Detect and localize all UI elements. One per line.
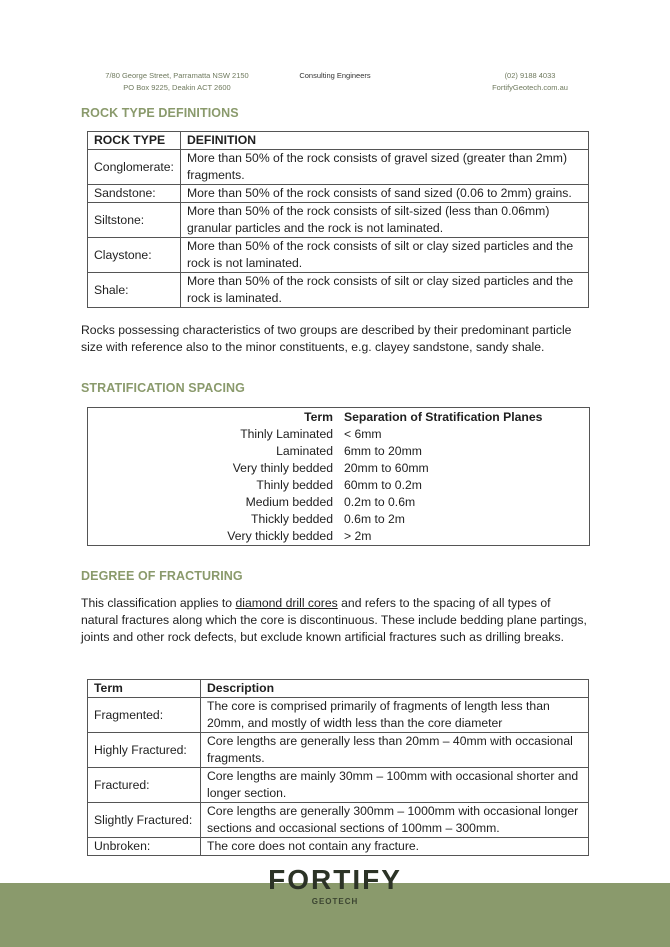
intro-text-start: This classification applies to <box>81 596 236 610</box>
table-row <box>88 698 589 733</box>
term-cell: Slightly Fractured: <box>88 803 201 838</box>
separation-cell: 0.2m to 0.6m <box>344 495 416 509</box>
rock-type-table <box>87 131 589 308</box>
table-row <box>88 443 589 460</box>
definition-cell: More than 50% of the rock consists of silt or clay sized particles and the rock is laminated. <box>181 273 589 308</box>
table-row <box>88 768 589 803</box>
separation-cell: 20mm to 60mm <box>344 461 429 475</box>
definition-cell: More than 50% of the rock consists of gravel sized (greater than 2mm) fragments. <box>181 150 589 185</box>
term-cell: Thickly bedded <box>251 512 333 526</box>
stratification-table-frame <box>87 407 590 546</box>
separation-cell: > 2m <box>344 529 372 543</box>
table-row <box>88 460 589 477</box>
rock-type-heading: ROCK TYPE DEFINITIONS <box>81 106 239 120</box>
table-row <box>88 733 589 768</box>
header-center-text: Consulting Engineers <box>299 71 371 80</box>
term-cell: Very thickly bedded <box>227 529 333 543</box>
table-row <box>88 477 589 494</box>
description-cell: The core is comprised primarily of fragments of length less than 20mm, and mostly of width less than the core diameter <box>201 698 589 733</box>
description-cell: Core lengths are mainly 30mm – 100mm with occasional shorter and longer section. <box>201 768 589 803</box>
column-header-rock-type: ROCK TYPE <box>88 132 181 150</box>
column-header-definition: DEFINITION <box>181 132 589 150</box>
separation-cell: 60mm to 0.2m <box>344 478 422 492</box>
column-header-term: Term <box>88 680 201 698</box>
table-row <box>88 238 589 273</box>
term-cell: Thinly Laminated <box>240 427 333 441</box>
definition-cell: More than 50% of the rock consists of sand sized (0.06 to 2mm) grains. <box>181 185 589 203</box>
fracturing-intro <box>81 595 591 647</box>
definition-cell: More than 50% of the rock consists of silt or clay sized particles and the rock is not laminated. <box>181 238 589 273</box>
intro-text-end: and refers to the spacing of all types of natural fractures along which the core is discontinuous. These include bedding plane partings, joints and other rock defects, but exclude known artificial fractures such as drilling breaks. <box>81 596 587 645</box>
stratification-table <box>88 409 589 545</box>
company-logo: FORTIFY <box>268 864 402 895</box>
address-block <box>98 70 256 93</box>
table-row <box>88 273 589 308</box>
company-logo-subtitle: GEOTECH <box>311 897 359 906</box>
table-row <box>88 185 589 203</box>
column-header-description: Description <box>201 680 589 698</box>
description-cell: Core lengths are generally less than 20mm – 40mm with occasional fragments. <box>201 733 589 768</box>
table-row <box>88 528 589 545</box>
website-link[interactable]: FortifyGeotech.com.au <box>492 82 568 92</box>
separation-cell: 0.6m to 2m <box>344 512 405 526</box>
separation-cell: 6mm to 20mm <box>344 444 422 458</box>
table-row <box>88 803 589 838</box>
table-row <box>88 426 589 443</box>
rock-type-cell: Siltstone: <box>88 203 181 238</box>
table-header-row <box>88 680 589 698</box>
table-row <box>88 838 589 856</box>
fracturing-table <box>87 679 589 856</box>
definition-cell: More than 50% of the rock consists of silt-sized (less than 0.06mm) granular particles and the rock is not laminated. <box>181 203 589 238</box>
table-row <box>88 203 589 238</box>
address-line-1: 7/80 George Street, Parramatta NSW 2150 <box>105 71 249 80</box>
stratification-heading: STRATIFICATION SPACING <box>81 381 245 395</box>
term-cell: Highly Fractured: <box>88 733 201 768</box>
term-cell: Fragmented: <box>88 698 201 733</box>
rock-type-cell: Shale: <box>88 273 181 308</box>
term-cell: Laminated <box>276 444 333 458</box>
table-row <box>88 511 589 528</box>
rock-type-cell: Sandstone: <box>88 185 181 203</box>
term-cell: Very thinly bedded <box>232 461 333 475</box>
column-header-term: Term <box>304 410 333 424</box>
description-cell: The core does not contain any fracture. <box>201 838 589 856</box>
term-cell: Medium bedded <box>245 495 333 509</box>
description-cell: Core lengths are generally 300mm – 1000mm with occasional longer sections and occasional sections of 100mm – 300mm. <box>201 803 589 838</box>
diamond-drill-cores-link[interactable]: diamond drill cores <box>235 596 338 610</box>
rock-type-cell: Conglomerate: <box>88 150 181 185</box>
contact-block <box>470 70 590 93</box>
address-line-2: PO Box 9225, Deakin ACT 2600 <box>123 82 231 92</box>
table-row <box>88 494 589 511</box>
fracturing-heading: DEGREE OF FRACTURING <box>81 569 243 583</box>
term-cell: Thinly bedded <box>256 478 333 492</box>
column-header-separation: Separation of Stratification Planes <box>344 410 543 424</box>
rock-type-note: Rocks possessing characteristics of two groups are described by their predominant particle size with reference also to the minor constituents, e.g. clayey sandstone, sandy shale. <box>81 323 572 355</box>
table-row <box>88 150 589 185</box>
table-header-row <box>88 409 589 426</box>
phone-number: (02) 9188 4033 <box>504 71 556 80</box>
table-header-row <box>88 132 589 150</box>
rock-type-cell: Claystone: <box>88 238 181 273</box>
term-cell: Unbroken: <box>88 838 201 856</box>
separation-cell: < 6mm <box>344 427 382 441</box>
term-cell: Fractured: <box>88 768 201 803</box>
